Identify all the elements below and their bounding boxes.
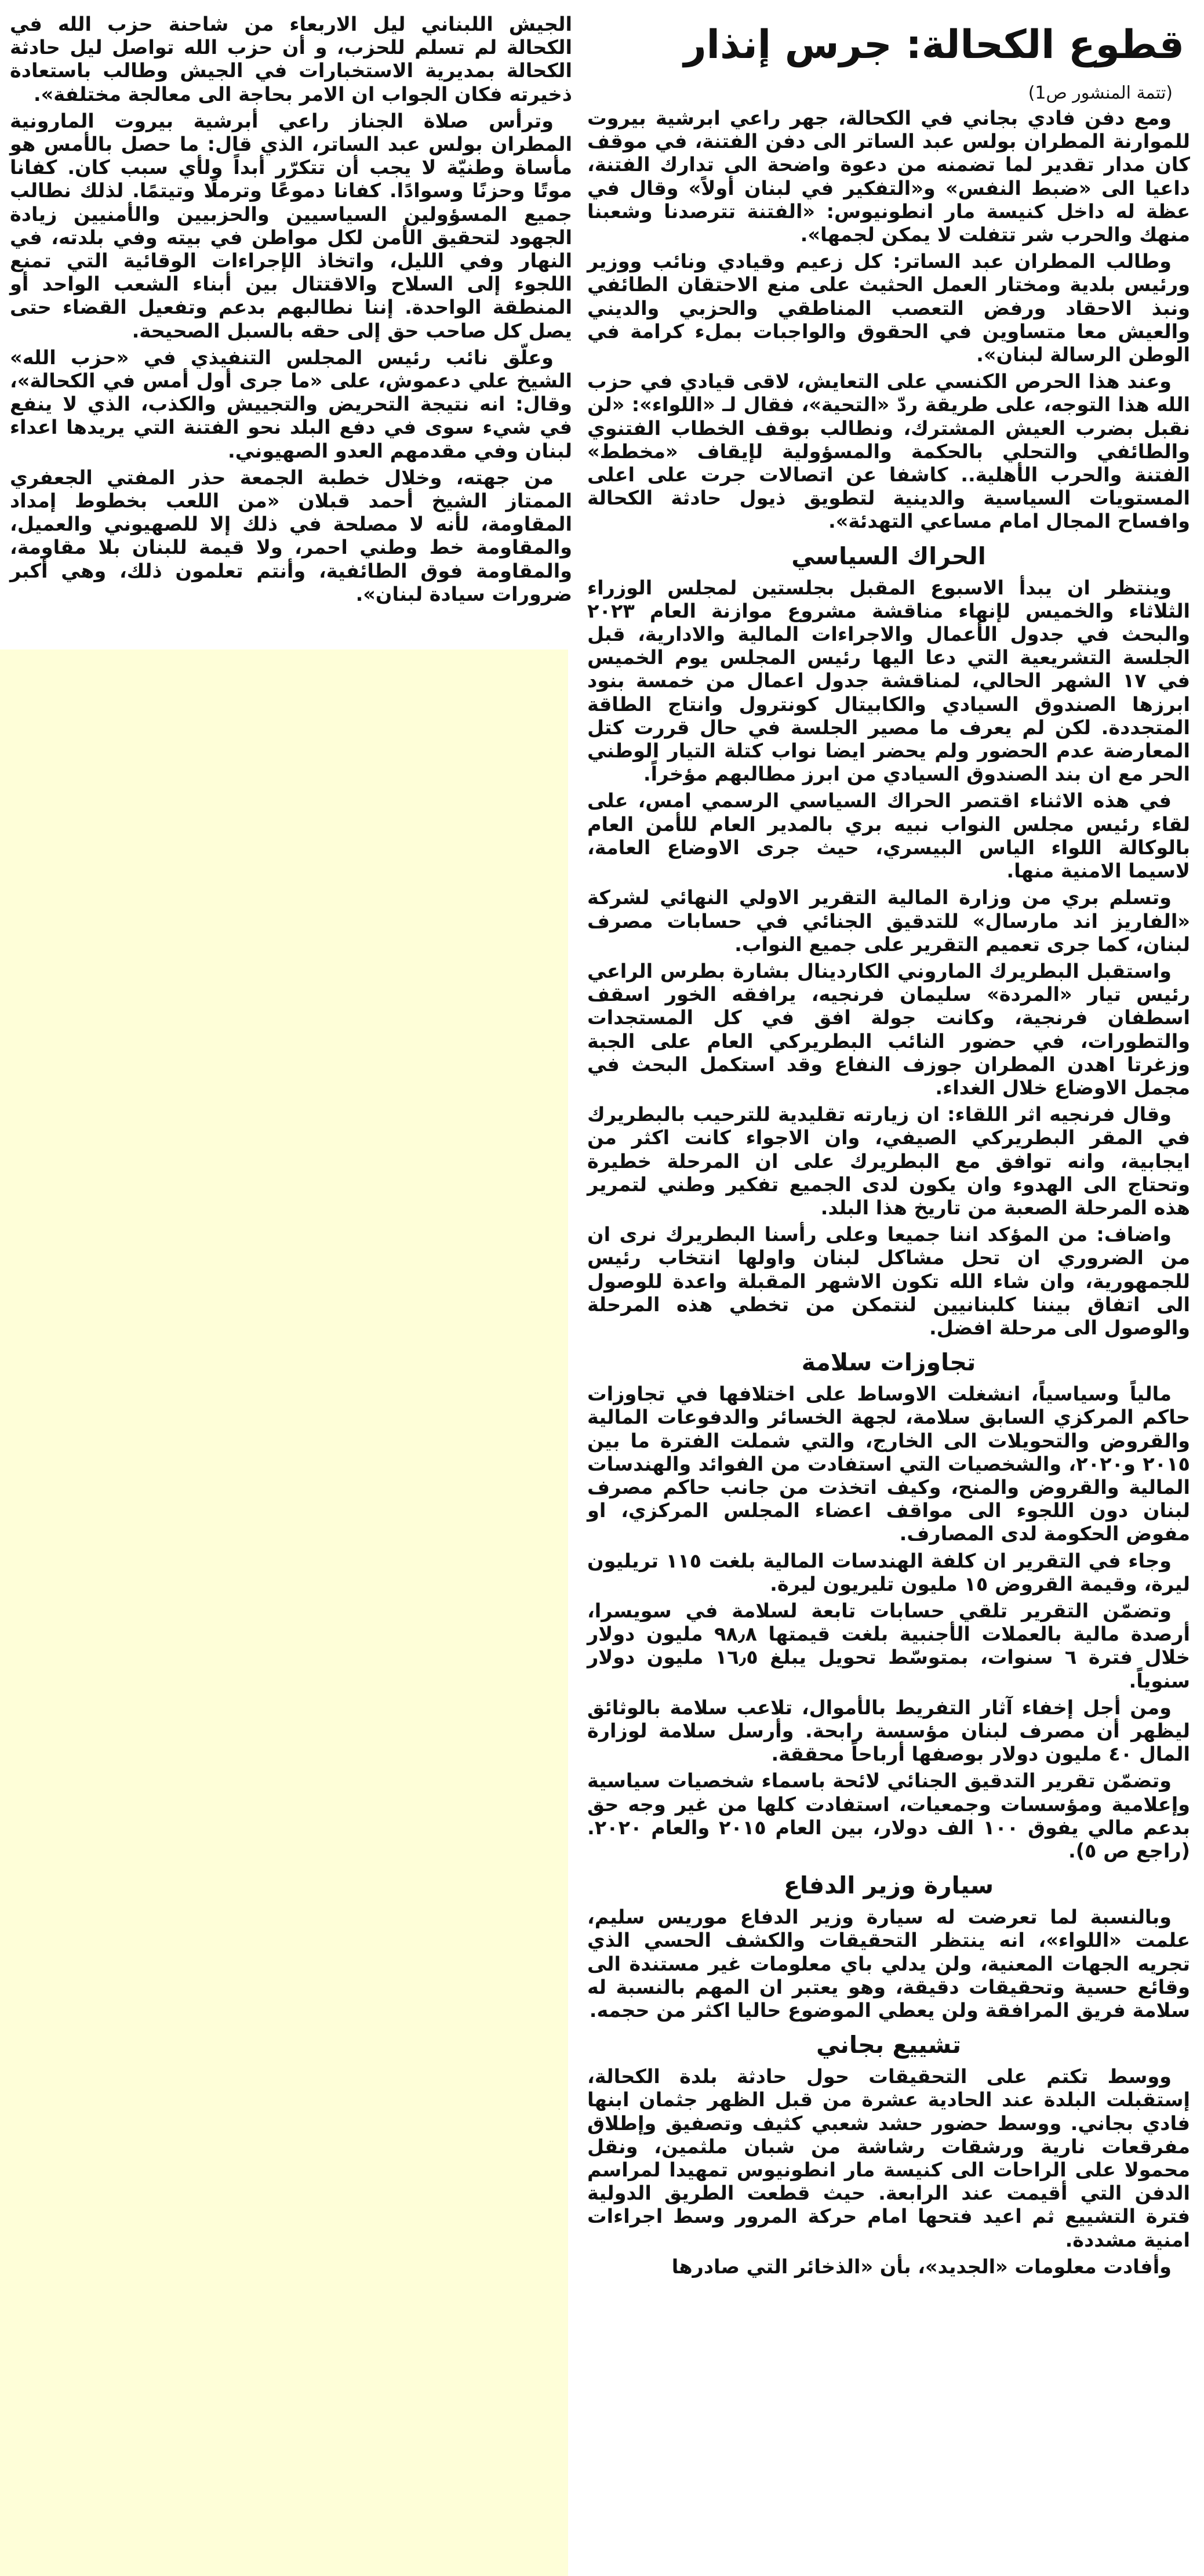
article-headline: قطوع الكحالة: جرس إنذار xyxy=(683,22,1184,68)
paragraph: وجاء في التقرير ان كلفة الهندسات المالية بلغت ١١٥ تريليون ليرة، وقيمة القروض ١٥ مليون تليريون ليرة. xyxy=(587,1549,1190,1595)
paragraph: وقال فرنجيه اثر اللقاء: ان زيارته تقليدية للترحيب بالبطريرك في المقر البطريركي الصيفي، وان الاجواء كانت اكثر من ايجابية، وانه توافق مع البطريرك على ان المرحلة خطيرة وتحتاج الى الهدوء وان يكون لدى الجميع تفكير وطني لتمرير هذه المرحلة الصعبة من تاريخ هذا البلد. xyxy=(587,1103,1190,1219)
paragraph: وعند هذا الحرص الكنسي على التعايش، لاقى قيادي في حزب الله هذا التوجه، على طريقة ردّ «التحية»، فقال لـ «اللواء»: «لن نقبل بضرب العيش المشترك، ونطالب بوقف الخطاب الفتنوي والطائفي والتحلي بالحكمة والمسؤولية لإيقاف «مخطط» الفتنة والحرب الأهلية.. كاشفا عن اتصالات جرت على اعلى المستويات السياسية والدينية لتطويق ذيول حادثة الكحالة وافساح المجال امام مساعي التهدئة». xyxy=(587,370,1190,533)
paragraph: مالياً وسياسياً، انشغلت الاوساط على اختلافها في تجاوزات حاكم المركزي السابق سلامة، لجهة الخسائر والدفوعات المالية والقروض والتحويلات الى الخارج، والتي شملت الفترة ما بين ٢٠١٥ و٢٠٢٠، والشخصيات التي استفادت من الفوائد والهندسات المالية والقروض والمنح، وكيف اتخذت من جانب حاكم مصرف لبنان دون اللجوء الى مواقف اعضاء المجلس المركزي، او مفوض الحكومة لدى المصارف. xyxy=(587,1383,1190,1545)
paragraph: وطالب المطران عبد الساتر: كل زعيم وقيادي ونائب ووزير ورئيس بلدية ومختار العمل الحثيث على منع الاحتقان الطائفي ونبذ الاحقاد ورفض التعصب المناطقي والحزبي والديني والعيش معا متساوين في الحقوق والواجبات بملء كرامة في الوطن الرسالة لبنان». xyxy=(587,250,1190,367)
paragraph: وترأس صلاة الجناز راعي أبرشية بيروت المارونية المطران بولس عبد الساتر، الذي قال: ما حصل بالأمس هو مأساة وطنيّة لا يجب أن تتكرّر أبداً ولأي سبب كان. كفانا موتًا وحزنًا وسوادًا. كفانا دموعًا وترملًا وتيتمًا. لذلك نطالب جميع المسؤولين السياسيين والحزبيين والأمنيين زيادة الجهود لتحقيق الأمن لكل مواطن في بيته وفي بلدته، في النهار وفي الليل، واتخاذ الإجراءات الوقائية التي تمنع اللجوء إلى السلاح والاقتتال بين أبناء الشعب الواحد أو المنطقة الواحدة. إننا نطالبهم بدعم وتفعيل القضاء حتى يصل كل صاحب حق إلى حقه بالسبل الصحيحة. xyxy=(10,109,572,342)
paragraph: وتسلم بري من وزارة المالية التقرير الاولي النهائي لشركة «الفاريز اند مارسال» للتدقيق الجنائي في حسابات مصرف لبنان، كما جرى تعميم التقرير على جميع النواب. xyxy=(587,886,1190,956)
left-column xyxy=(10,13,572,2576)
paragraph: الجيش اللبناني ليل الاربعاء من شاحنة حزب الله في الكحالة لم تسلم للحزب، و أن حزب الله تواصل ليل حادثة الكحالة بمديرية الاستخبارات في الجيش وطالب باستعادة ذخيرته فكان الجواب ان الامر بحاجة الى معالجة مختلفة». xyxy=(10,13,572,106)
paragraph: وينتظر ان يبدأ الاسبوع المقبل بجلستين لمجلس الوزراء الثلاثاء والخميس لإنهاء مناقشة مشروع موازنة العام ٢٠٢٣ والبحث في جدول الأعمال والاجراءات المالية والادارية، قبل الجلسة التشريعية التي دعا اليها رئيس المجلس يوم الخميس في ١٧ الشهر الحالي، لمناقشة جدول اعمال من خمسة بنود ابرزها الصندوق السيادي والكابيتال كونترول وانتاج الطاقة المتجددة. لكن لم يعرف ما مصير الجلسة في حال قررت كتل المعارضة عدم الحضور ولم يحضر ايضا نواب كتلة التيار الوطني الحر مع ان بند الصندوق السيادي من ابرز مطالبهم مؤخراً. xyxy=(587,576,1190,786)
paragraph: وتضمّن التقرير تلقي حسابات تابعة لسلامة في سويسرا، أرصدة مالية بالعملات الأجنبية بلغت قيمتها ٩٨٫٨ مليون دولار خلال فترة ٦ سنوات، بمتوسّط تحويل يبلغ ١٦٫٥ مليون دولار سنوياً. xyxy=(587,1599,1191,1692)
section-title-defense-minister-car: سيارة وزير الدفاع xyxy=(783,1871,994,1900)
section-title-salameh: تجاوزات سلامة xyxy=(801,1348,976,1377)
paragraph: في هذه الاثناء اقتصر الحراك السياسي الرسمي امس، على لقاء رئيس مجلس النواب نبيه بري بالمدير العام للأمن العام بالوكالة اللواء الياس البيسري، حيث جرى الاوضاع العامة، لاسيما الامنية منها. xyxy=(587,789,1190,883)
paragraph: ومع دفن فادي بجاني في الكحالة، جهر راعي ابرشية بيروت للموارنة المطران بولس عبد الساتر الى دفن الفتنة، في موقف كان مدار تقدير لما تضمنه من دعوة واضحة الى تدارك الفتنة، داعيا الى «ضبط النفس» و«التفكير في لبنان أولاً» وقال في عظة له داخل كنيسة مار انطونيوس: «الفتنة تترصدنا وشعبنا منهك والحرب شر تتفلت لا يمكن لجمها». xyxy=(587,107,1190,246)
paragraph: ووسط تكتم على التحقيقات حول حادثة بلدة الكحالة، إستقبلت البلدة عند الحادية عشرة من قبل الظهر جثمان ابنها فادي بجاني. ووسط حضور حشد شعبي كثيف وتصفيق وإطلاق مفرقعات نارية ورشقات رشاشة من شبان ملثمين، ونقل محمولا على الراحات الى كنيسة مار انطونيوس تمهيدا لمراسم الدفن التي أقيمت عند الرابعة. حيث قطعت الطريق الدولية فترة التشييع ثم اعيد فتحها امام حركة المرور وسط اجراءات امنية مشددة. xyxy=(587,2065,1190,2251)
paragraph: وبالنسبة لما تعرضت له سيارة وزير الدفاع موريس سليم، علمت «اللواء»، انه ينتظر التحقيقات والكشف الحسي الذي تجريه الجهات المعنية، ولن يدلي باي معلومات غير مستندة الى وقائع حسية وتحقيقات دقيقة، وهو يعتبر ان المهم بالنسبة له سلامة فريق المرافقة ولن يعطي الموضوع حاليا اكثر من حجمه. xyxy=(587,1906,1190,2022)
paragraph: وأفادت معلومات «الجديد»، بأن «الذخائر التي صادرها xyxy=(671,2255,1172,2278)
paragraph: واضاف: من المؤكد اننا جميعا وعلى رأسنا البطريرك نرى ان من الضروري ان تحل مشاكل لبنان واولها انتخاب رئيس للجمهورية، وان شاء الله تكون الاشهر المقبلة واعدة للوصول الى اتفاق بيننا كلبنانيين لنتمكن من تخطي هذه المرحلة والوصول الى مرحلة افضل. xyxy=(587,1223,1190,1339)
continued-note: (تتمة المنشور ص1) xyxy=(1028,83,1173,103)
paragraph: واستقبل البطريرك الماروني الكاردينال بشارة بطرس الراعي رئيس تيار «المردة» سليمان فرنجيه، يرافقه الخور اسقف اسطفان فرنجية، وكانت جولة افق في كل المستجدات والتطورات، في حضور النائب البطريركي العام على الجبة وزغرتا اهدن المطران جوزف النفاع وقد استكمل البحث في مجمل الاوضاع خلال الغداء. xyxy=(587,959,1190,1099)
paragraph: وتضمّن تقرير التدقيق الجنائي لائحة باسماء شخصيات سياسية وإعلامية ومؤسسات وجمعيات، استفادت كلها من غير وجه حق بدعم مالي يفوق ١٠٠ الف دولار، بين العام ٢٠١٥ والعام ٢٠٢٠. (راجع ص ٥). xyxy=(587,1769,1190,1863)
paragraph: من جهته، وخلال خطبة الجمعة حذر المفتي الجعفري الممتاز الشيخ أحمد قبلان «من اللعب بخطوط إمداد المقاومة، لأنه لا مصلحة في ذلك إلا للصهيوني والعميل، والمقاومة خط وطني احمر، ولا قيمة للبنان بلا مقاومة، والمقاومة فوق الطائفية، وأنتم تعلمون ذلك، وهي أكبر ضرورات سيادة لبنان». xyxy=(10,466,572,605)
paragraph: ومن أجل إخفاء آثار التفريط بالأموال، تلاعب سلامة بالوثائق ليظهر أن مصرف لبنان مؤسسة رابحة. وأرسل سلامة لوزارة المال ٤٠ مليون دولار بوصفها أرباحاً محققة. xyxy=(587,1696,1190,1766)
paragraph: وعلّق نائب رئيس المجلس التنفيذي في «حزب الله» الشيخ علي دعموش، على «ما جرى أول أمس في الكحالة»، وقال: انه نتيجة التحريض والتجييش والكذب، الذي لا ينفع في شيء سوى في دفع البلد نحو الفتنة التي يريدها اعداء لبنان وفي مقدمهم العدو الصهيوني. xyxy=(10,346,572,462)
right-column xyxy=(587,13,1190,2576)
section-title-funeral: تشييع بجاني xyxy=(816,2031,962,2059)
section-title-political: الحراك السياسي xyxy=(791,542,986,570)
